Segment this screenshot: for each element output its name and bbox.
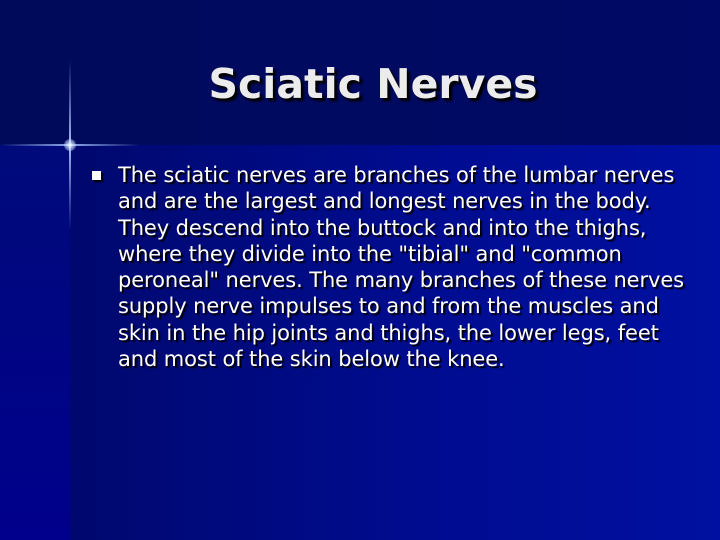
bullet-item xyxy=(90,162,690,372)
slide-title: Sciatic Nerves xyxy=(208,60,538,108)
left-band xyxy=(0,145,70,540)
square-bullet-icon xyxy=(92,171,101,180)
bullet-text: The sciatic nerves are branches of the lumbar nerves and are the largest and longest nerves in the body. They descend into the buttock and into the thighs, where they divide into the "tibial" and "common peroneal" nerves. The many branches of these nerves supply nerve impulses to and from the muscles and skin in the hip joints and thighs, the lower legs, feet and most of the skin below the knee. xyxy=(118,163,685,372)
sparkle-icon xyxy=(64,139,76,151)
